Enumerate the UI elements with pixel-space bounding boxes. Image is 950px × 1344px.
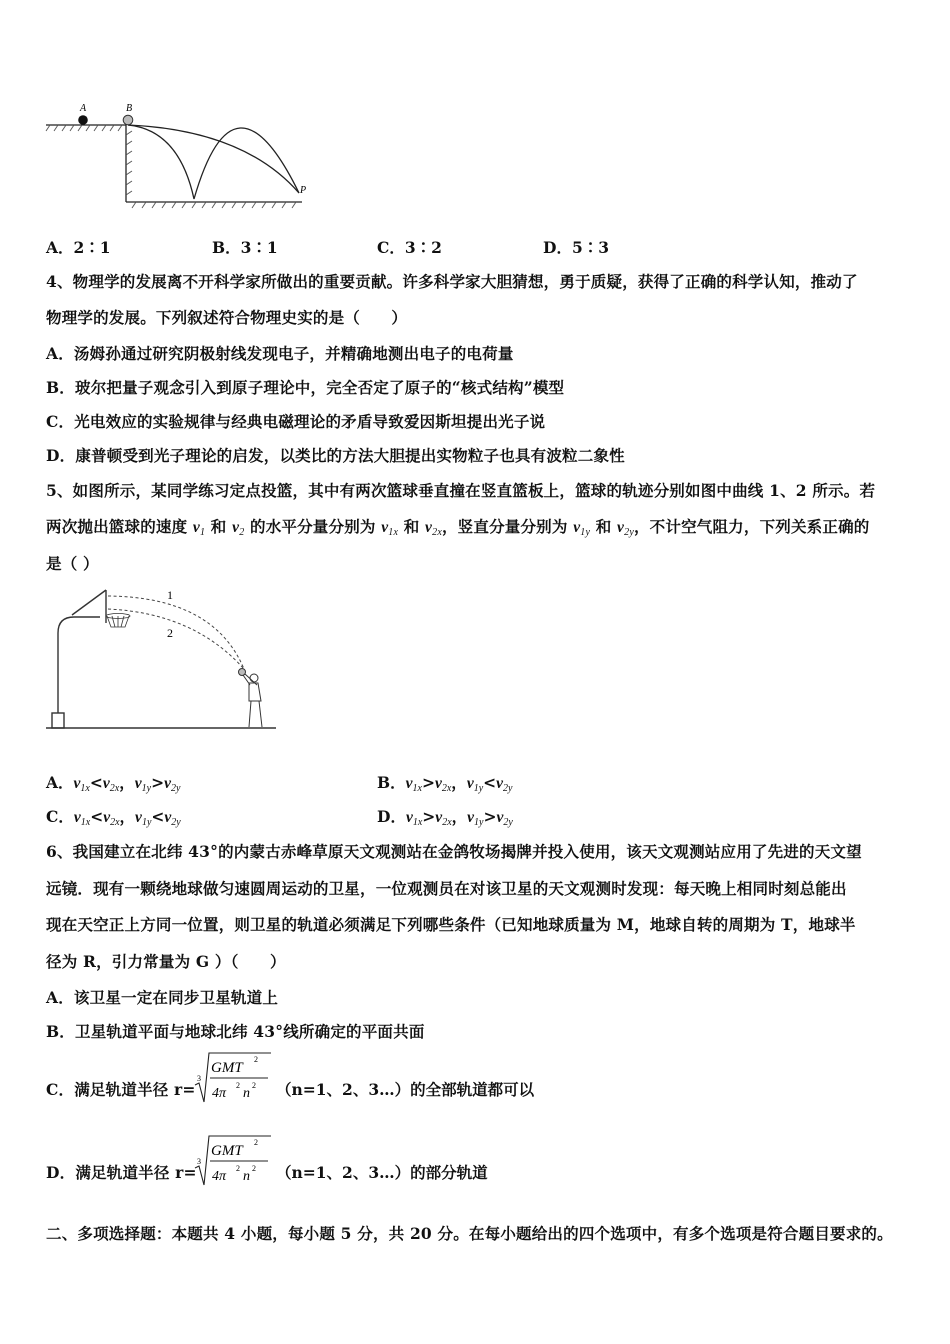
svg-text:3: 3 xyxy=(197,1074,201,1083)
q4-option-d: D．康普顿受到光子理论的启发，以类比的方法大胆提出实物粒子也具有波粒二象性 xyxy=(46,446,625,465)
label-b: B xyxy=(126,103,133,114)
q6-stem-line1: 6、我国建立在北纬 43°的内蒙古赤峰草原天文观测站在金鸽牧场揭牌并投入使用，该天文观测站应用了先进的天文望 xyxy=(46,842,862,861)
label-p: P xyxy=(300,185,307,196)
svg-text:4π: 4π xyxy=(212,1086,227,1101)
projectile-figure xyxy=(44,100,314,210)
svg-text:2: 2 xyxy=(236,1081,240,1090)
svg-text:n: n xyxy=(243,1169,250,1184)
svg-text:2: 2 xyxy=(252,1164,256,1173)
player-figure xyxy=(239,669,263,728)
svg-text:2: 2 xyxy=(254,1138,258,1147)
q6-option-c-prefix: C．满足轨道半径 r= xyxy=(46,1080,196,1099)
formula-c xyxy=(193,1050,273,1108)
q3-option-a: A．2∶1 xyxy=(46,238,111,257)
q6-option-a: A．该卫星一定在同步卫星轨道上 xyxy=(46,988,279,1007)
ball-b xyxy=(123,115,133,125)
q6-stem-line4: 径为 R，引力常量为 G ）（ ） xyxy=(46,952,286,971)
section2-heading: 二、多项选择题：本题共 4 小题，每小题 5 分，共 20 分。在每小题给出的四个选项中，有多个选项是符合题目要求的。 xyxy=(46,1224,893,1243)
q3-option-c: C．3∶2 xyxy=(377,238,442,257)
q3-option-b: B．3∶1 xyxy=(212,238,278,257)
q5-stem-line1: 5、如图所示，某同学练习定点投篮，其中有两次篮球垂直撞在竖直篮板上，篮球的轨迹分别如图中曲线 1、2 所示。若 xyxy=(46,481,876,500)
q3-option-d: D．5∶3 xyxy=(543,238,610,257)
q6-option-d-prefix: D．满足轨道半径 r= xyxy=(46,1163,197,1182)
svg-text:GMT: GMT xyxy=(211,1060,243,1076)
q4-option-b: B．玻尔把量子观念引入到原子理论中，完全否定了原子的“核式结构”模型 xyxy=(46,378,565,397)
q5-option-d: D．$v_{1x}>v_{2x}$，$v_{1y}>v_{2y}$ xyxy=(377,807,513,828)
q5-stem-line3: 是（ ） xyxy=(46,554,99,573)
svg-text:3: 3 xyxy=(197,1157,201,1166)
trajectory-label-1: 1 xyxy=(167,588,173,602)
q4-option-c: C．光电效应的实验规律与经典电磁理论的矛盾导致爱因斯坦提出光子说 xyxy=(46,412,546,431)
svg-text:2: 2 xyxy=(236,1164,240,1173)
q4-stem-line1: 4、物理学的发展离不开科学家所做出的重要贡献。许多科学家大胆猜想，勇于质疑，获得了正确的科学认知，推动了 xyxy=(46,272,858,291)
svg-text:GMT: GMT xyxy=(211,1143,243,1159)
q6-stem-line3: 现在天空正上方同一位置，则卫星的轨道必须满足下列哪些条件（已知地球质量为 M，地球自转的周期为 T，地球半 xyxy=(46,915,856,934)
formula-d xyxy=(193,1133,273,1191)
svg-text:n: n xyxy=(243,1086,250,1101)
q6-option-c-suffix: （n=1、2、3…）的全部轨道都可以 xyxy=(276,1080,535,1099)
label-a: A xyxy=(80,103,87,114)
q6-option-d-suffix: （n=1、2、3…）的部分轨道 xyxy=(276,1163,488,1182)
q5-option-c: C．$v_{1x}<v_{2x}$，$v_{1y}<v_{2y}$ xyxy=(46,807,181,828)
q5-option-a: A．$v_{1x}<v_{2x}$，$v_{1y}>v_{2y}$ xyxy=(46,773,181,794)
trajectory-label-2: 2 xyxy=(167,626,173,640)
ball-a xyxy=(78,115,88,125)
svg-text:2: 2 xyxy=(254,1055,258,1064)
svg-text:2: 2 xyxy=(252,1081,256,1090)
svg-text:4π: 4π xyxy=(212,1169,227,1184)
q6-stem-line2: 远镜．现有一颗绕地球做匀速圆周运动的卫星，一位观测员在对该卫星的天文观测时发现：每天晚上相同时刻总能出 xyxy=(46,879,847,898)
q4-stem-line2: 物理学的发展。下列叙述符合物理史实的是（ ） xyxy=(46,308,408,327)
q6-option-b: B．卫星轨道平面与地球北纬 43°线所确定的平面共面 xyxy=(46,1022,425,1041)
q5-option-b: B．$v_{1x}>v_{2x}$，$v_{1y}<v_{2y}$ xyxy=(377,773,513,794)
q4-option-a: A．汤姆孙通过研究阴极射线发现电子，并精确地测出电子的电荷量 xyxy=(46,344,514,363)
q5-stem-line2: 两次抛出篮球的速度 $v_1$ 和 $v_2$ 的水平分量分别为 $v_{1x}$ 和 $v_{2x}$，竖直分量分别为 $v_{1y}$ 和 $v_{2y}$，不计空气阻力，下列关系正确的 xyxy=(46,517,870,538)
basketball-figure xyxy=(44,585,284,735)
